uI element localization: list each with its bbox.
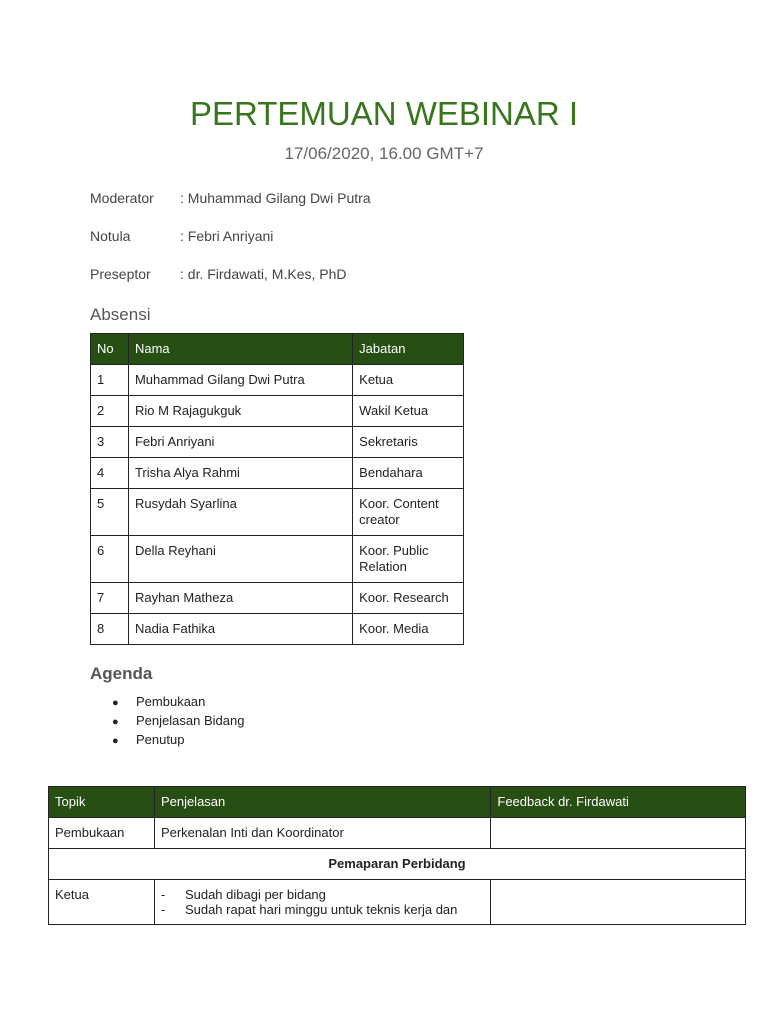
list-item: - Sudah rapat hari minggu untuk teknis kerja dan (160, 902, 458, 917)
meta-value: : dr. Firdawati, M.Kes, PhD (180, 266, 347, 282)
cell-nama: Rayhan Matheza (128, 583, 352, 614)
list-item: ● Pembukaan (112, 692, 244, 711)
bullet-icon: ● (112, 697, 119, 709)
cell-no: 3 (91, 427, 129, 458)
cell-nama: Nadia Fathika (128, 614, 352, 645)
meta-label: Notula (90, 228, 131, 244)
agenda-heading: Agenda (90, 664, 153, 683)
column-header: Feedback dr. Firdawati (491, 787, 746, 818)
table-row (49, 818, 746, 849)
table-header-row (49, 787, 746, 818)
cell-no: 8 (91, 614, 129, 645)
section-row (49, 849, 746, 880)
column-header: Penjelasan (154, 787, 490, 818)
page-title: PERTEMUAN WEBINAR I (189, 95, 579, 132)
absensi-heading: Absensi (90, 305, 151, 324)
table-row (91, 396, 464, 427)
cell-feedback (491, 880, 746, 925)
column-header: Jabatan (353, 334, 464, 365)
cell-topik: Pembukaan (49, 818, 155, 849)
list-item: ● Penutup (112, 730, 244, 749)
cell-penjelasan: Perkenalan Inti dan Koordinator (154, 818, 490, 849)
bullet-icon: ● (112, 716, 119, 728)
cell-no: 5 (91, 489, 129, 536)
meta-label: Moderator (90, 190, 154, 206)
cell-jabatan: Koor. Research (353, 583, 464, 614)
column-header: No (91, 334, 129, 365)
cell-jabatan: Bendahara (353, 458, 464, 489)
table-row (91, 458, 464, 489)
absensi-table (90, 333, 464, 645)
table-row (91, 427, 464, 458)
agenda-list (112, 692, 244, 749)
column-header: Nama (128, 334, 352, 365)
meeting-datetime: 17/06/2020, 16.00 GMT+7 (284, 144, 484, 163)
cell-no: 2 (91, 396, 129, 427)
list-item: - Sudah dibagi per bidang (160, 887, 326, 902)
table-row (91, 583, 464, 614)
table-row (91, 536, 464, 583)
table-row (91, 614, 464, 645)
cell-nama: Trisha Alya Rahmi (128, 458, 352, 489)
meta-notula (90, 227, 273, 245)
cell-jabatan: Ketua (353, 365, 464, 396)
meta-label: Preseptor (90, 266, 151, 282)
table-header-row (91, 334, 464, 365)
cell-jabatan: Wakil Ketua (353, 396, 464, 427)
cell-no: 4 (91, 458, 129, 489)
meta-moderator (90, 189, 371, 207)
table-row (49, 880, 746, 925)
meta-preseptor (90, 265, 347, 283)
cell-no: 7 (91, 583, 129, 614)
section-title: Pemaparan Perbidang (49, 849, 746, 880)
cell-nama: Della Reyhani (128, 536, 352, 583)
table-row (91, 489, 464, 536)
meta-value: : Muhammad Gilang Dwi Putra (180, 190, 371, 206)
cell-no: 1 (91, 365, 129, 396)
topik-table (48, 786, 746, 925)
cell-no: 6 (91, 536, 129, 583)
cell-nama: Muhammad Gilang Dwi Putra (128, 365, 352, 396)
bullet-icon: ● (112, 735, 119, 747)
column-header: Topik (49, 787, 155, 818)
cell-nama: Febri Anriyani (128, 427, 352, 458)
cell-jabatan: Koor. Content creator (353, 489, 464, 536)
cell-jabatan: Koor. Media (353, 614, 464, 645)
meta-value: : Febri Anriyani (180, 228, 274, 244)
cell-jabatan: Koor. Public Relation (353, 536, 464, 583)
cell-nama: Rusydah Syarlina (128, 489, 352, 536)
list-item: ● Penjelasan Bidang (112, 711, 244, 730)
cell-topik: Ketua (49, 880, 155, 925)
cell-feedback (491, 818, 746, 849)
cell-nama: Rio M Rajagukguk (128, 396, 352, 427)
table-row (91, 365, 464, 396)
cell-penjelasan (154, 880, 490, 925)
points-list (161, 887, 484, 917)
cell-jabatan: Sekretaris (353, 427, 464, 458)
